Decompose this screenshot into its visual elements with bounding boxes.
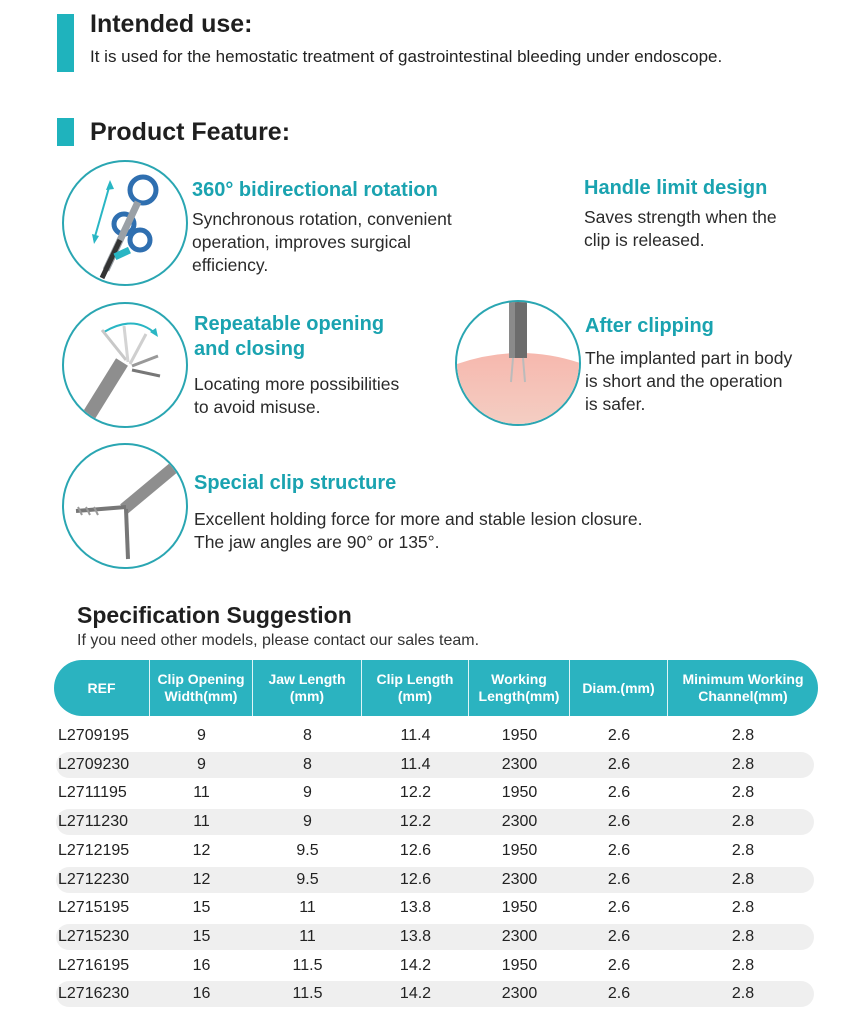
clip-length-cell: 13.8 (399, 927, 432, 945)
desc-line: operation, improves surgical (192, 232, 411, 252)
title-line: Repeatable opening (194, 313, 385, 335)
desc-line: Excellent holding force for more and stable lesion closure. (194, 509, 643, 529)
header-text: REF (87, 679, 116, 696)
table-row (56, 838, 814, 864)
feature-desc-clip-structure (194, 508, 642, 554)
header-clip-opening (150, 660, 253, 716)
min-channel-cell: 2.8 (731, 985, 755, 1003)
clip-opening-cell: 11 (193, 813, 210, 831)
feature-desc-after-clipping (585, 347, 792, 416)
jaw-length-cell: 8 (303, 727, 312, 744)
table-row (56, 924, 814, 950)
rotation-handle-image (62, 160, 188, 286)
feature-title-after-clipping: After clipping (585, 315, 714, 337)
diam-cell: 2.6 (607, 813, 631, 831)
header-text: Jaw Length (268, 671, 346, 687)
header-diam (570, 660, 668, 716)
header-jaw-length (253, 660, 362, 716)
working-length-cell: 1950 (501, 841, 538, 859)
table-row (56, 953, 814, 979)
clip-length-cell: 11.4 (400, 755, 431, 773)
clip-length-cell: 12.2 (399, 813, 432, 831)
ref-cell: L2712195 (58, 841, 130, 859)
clip-opening-cell: 16 (192, 985, 211, 1003)
header-working-length (469, 660, 570, 716)
working-length-cell: 2300 (501, 813, 538, 831)
clip-length-cell: 14.2 (399, 956, 432, 974)
header-text: Channel(mm) (698, 688, 788, 704)
clip-opening-cell: 15 (192, 927, 211, 945)
working-length-cell: 2300 (501, 927, 538, 945)
working-length-cell: 2300 (501, 755, 538, 773)
min-channel-cell: 2.8 (731, 727, 755, 744)
feature-title-clip-structure: Special clip structure (194, 472, 397, 494)
clip-length-cell: 14.2 (399, 985, 432, 1003)
clip-opening-cell: 9 (197, 755, 206, 773)
header-text: Working (491, 671, 547, 687)
feature-desc-handle-limit (584, 206, 777, 252)
ref-cell: L2711195 (58, 784, 127, 802)
feature-desc-opening-closing (194, 373, 399, 419)
header-text: Length(mm) (478, 688, 560, 704)
min-channel-cell: 2.8 (731, 813, 755, 831)
section-accent-bar (57, 118, 74, 146)
table-row (56, 723, 814, 749)
jaw-length-cell: 9.5 (296, 870, 319, 888)
ref-cell: L2715230 (58, 927, 130, 945)
min-channel-cell: 2.8 (731, 841, 755, 859)
header-min-channel (668, 660, 818, 716)
feature-title-rotation: 360° bidirectional rotation (192, 179, 438, 201)
min-channel-cell: 2.8 (731, 927, 755, 945)
desc-line: efficiency. (192, 255, 269, 275)
clip-opening-cell: 12 (192, 841, 211, 859)
clip-opening-cell: 12 (192, 870, 211, 888)
ref-cell: L2712230 (58, 870, 130, 888)
jaw-length-cell: 9.5 (296, 841, 319, 859)
desc-line: to avoid misuse. (194, 397, 321, 417)
desc-line: The jaw angles are 90° or 135°. (194, 532, 440, 552)
diam-cell: 2.6 (607, 870, 631, 888)
desc-line: Saves strength when the (584, 207, 777, 227)
working-length-cell: 1950 (501, 727, 538, 744)
table-row (56, 780, 814, 806)
working-length-cell: 2300 (501, 985, 538, 1003)
intended-use-text: It is used for the hemostatic treatment of gastrointestinal bleeding under endoscope. (90, 47, 723, 66)
diam-cell: 2.6 (607, 927, 631, 945)
desc-line: is short and the operation (585, 371, 783, 391)
header-text: (mm) (289, 688, 325, 704)
desc-line: is safer. (585, 394, 646, 414)
table-row (56, 867, 814, 893)
diam-cell: 2.6 (607, 985, 631, 1003)
clip-length-cell: 12.6 (399, 870, 432, 888)
diam-cell: 2.6 (607, 956, 631, 974)
diam-cell: 2.6 (607, 784, 631, 802)
clip-length-cell: 12.2 (399, 784, 432, 802)
clip-opening-cell: 15 (192, 899, 211, 917)
product-feature-heading: Product Feature: (90, 118, 291, 146)
clip-opening-cell: 16 (192, 956, 211, 974)
after-clipping-image (455, 300, 581, 426)
header-text: Clip Length (376, 671, 454, 687)
jaw-length-cell: 8 (303, 755, 312, 773)
diam-cell: 2.6 (607, 727, 631, 744)
table-row (56, 981, 814, 1007)
opening-closing-image (62, 302, 188, 428)
spec-subtitle: If you need other models, please contact our sales team. (77, 632, 480, 649)
feature-title-opening-closing (194, 312, 384, 362)
title-line: and closing (194, 338, 306, 360)
jaw-length-cell: 9 (303, 784, 312, 802)
clip-structure-image (62, 443, 188, 569)
header-text: Width(mm) (164, 688, 238, 704)
table-row (56, 752, 814, 778)
ref-cell: L2709195 (58, 727, 130, 744)
clip-length-cell: 13.8 (399, 899, 432, 917)
min-channel-cell: 2.8 (731, 755, 755, 773)
spec-table-header (54, 660, 818, 716)
ref-cell: L2711230 (58, 813, 128, 831)
header-text: Clip Opening (157, 671, 245, 687)
desc-line: The implanted part in body (585, 348, 793, 368)
intended-use-heading: Intended use: (90, 10, 253, 38)
jaw-length-cell: 11 (299, 899, 316, 917)
clip-length-cell: 11.4 (400, 727, 431, 744)
table-row (56, 809, 814, 835)
working-length-cell: 1950 (501, 899, 538, 917)
desc-line: Locating more possibilities (194, 374, 400, 394)
working-length-cell: 1950 (501, 784, 538, 802)
jaw-length-cell: 11 (299, 927, 316, 945)
jaw-length-cell: 11.5 (292, 985, 323, 1003)
header-text: (mm) (397, 688, 433, 704)
diam-cell: 2.6 (607, 899, 631, 917)
table-row (56, 895, 814, 921)
jaw-length-cell: 9 (303, 813, 312, 831)
min-channel-cell: 2.8 (731, 784, 755, 802)
feature-title-handle-limit: Handle limit design (584, 177, 768, 199)
header-ref (54, 660, 150, 716)
min-channel-cell: 2.8 (731, 899, 755, 917)
desc-line: Synchronous rotation, convenient (192, 209, 452, 229)
feature-desc-rotation (192, 208, 452, 277)
diam-cell: 2.6 (607, 841, 631, 859)
diam-cell: 2.6 (607, 755, 631, 773)
section-accent-bar (57, 14, 74, 72)
ref-cell: L2715195 (58, 899, 130, 917)
min-channel-cell: 2.8 (731, 956, 755, 974)
working-length-cell: 1950 (501, 956, 538, 974)
clip-opening-cell: 11 (193, 784, 210, 802)
ref-cell: L2716230 (58, 985, 130, 1003)
header-text: Diam.(mm) (582, 679, 655, 696)
spec-title: Specification Suggestion (77, 602, 352, 628)
ref-cell: L2716195 (58, 956, 130, 974)
header-text: Minimum Working (682, 671, 804, 687)
clip-length-cell: 12.6 (399, 841, 432, 859)
jaw-length-cell: 11.5 (292, 956, 323, 974)
clip-opening-cell: 9 (197, 727, 206, 744)
working-length-cell: 2300 (501, 870, 538, 888)
ref-cell: L2709230 (58, 755, 130, 773)
min-channel-cell: 2.8 (731, 870, 755, 888)
header-clip-length (362, 660, 469, 716)
desc-line: clip is released. (584, 230, 705, 250)
